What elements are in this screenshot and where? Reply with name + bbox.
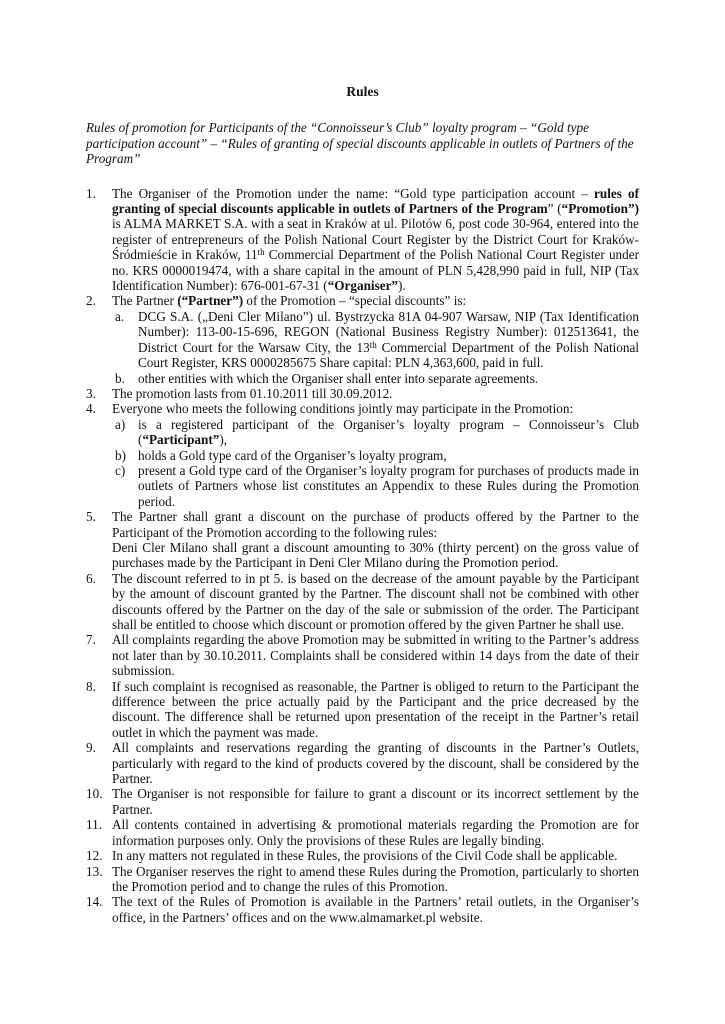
rule-item-8: 8. If such complaint is recognised as reasonable, the Partner is obliged to return to the Participant the difference between the price actually paid by the Participant and the price decreased by the discount. The difference shall be returned upon presentation of the receipt in the Partner’s retail outlet in which the payment was made. — [86, 678, 639, 740]
page-title: Rules — [346, 84, 379, 99]
rule-number: 6. — [86, 570, 96, 586]
rule-item-13: 13. The Organiser reserves the right to amend these Rules during the Promotion, particularly to shorten the Promotion period and to change the rules of this Promotion. — [86, 863, 639, 894]
partner-item-b: b. other entities with which the Organiser shall enter into separate agreements. — [115, 370, 539, 386]
rule-item-14: 14. The text of the Rules of Promotion is available in the Partners’ retail outlets, in the Organiser’s office, in the Partners’ offices and on the www.almamarket.pl website. — [86, 894, 639, 925]
rule-number: 2. — [86, 293, 96, 309]
rule-item-10: 10. The Organiser is not responsible for failure to grant a discount or its incorrect settlement by the Partner. — [86, 786, 639, 817]
rule-number: 8. — [86, 678, 96, 694]
rule-item-3: 3. The promotion lasts from 01.10.2011 till 30.09.2012. — [86, 385, 393, 401]
sub-marker: a) — [115, 416, 126, 432]
partner-item-a: a. DCG S.A. („Deni Cler Milano”) ul. Bystrzycka 81A 04-907 Warsaw, NIP (Tax Identification Number): 113-00-15-696, REGON (National Business Registry Number): 012513641, the District Court for the Warsaw City, the 13th Commercial Department of the Polish National Court Register, KRS 0000285675 Share capital: PLN 4,363,600, paid in full. — [115, 308, 639, 371]
sub-marker: c) — [115, 462, 126, 478]
conditions-list — [112, 417, 639, 509]
rule-item-7: 7. All complaints regarding the above Promotion may be submitted in writing to the Partner’s address not later than by 30.10.2011. Complaints shall be considered within 14 days from the date of their submission. — [86, 632, 639, 679]
condition-item-c: c) present a Gold type card of the Organiser’s loyalty program for purchases of products made in outlets of Partners whose list constitutes an Appendix to these Rules during the Promotion period. — [115, 462, 639, 509]
sub-marker: a. — [115, 308, 125, 324]
condition-item-a: a) is a registered participant of the Organiser’s loyalty program – Connoisseur’s Club (“Participant”), — [115, 416, 639, 448]
condition-item-b: b) holds a Gold type card of the Organiser’s loyalty program, — [115, 447, 447, 463]
rule-item-6: 6. The discount referred to in pt 5. is based on the decrease of the amount payable by the Participant by the amount of discount granted by the Partner. The discount shall not be combined with other discounts offered by the Partner on the day of the sale or submission of the order. The Participant shall be entitled to choose which discount or promotion offered by the given Partner he shall use. — [86, 570, 639, 632]
rules-list — [86, 186, 639, 926]
rule-number: 14. — [86, 894, 103, 910]
rule-item-4: 4. Everyone who meets the following conditions jointly may participate in the Promotion: a) is a registered participant of the Organiser’s loyalty program – Connoisseur’s Club (“Participant”), b) holds a Gold type card of the Organiser’s loyalty program, c) present a Gold type card of the Organiser’s loyalty program for purchases of products made in outlets of Partners whose list constitutes an Appendix to these Rules during the Promotion period. — [86, 401, 639, 509]
rule-number: 13. — [86, 863, 103, 879]
rule-number: 4. — [86, 401, 96, 417]
rule-number: 3. — [86, 385, 96, 401]
document-subtitle: Rules of promotion for Participants of the “Connoisseur’s Club” loyalty program – “Gold type participation account” – “Rules of granting of special discounts applicable in outlets of Partners of the Program” — [86, 120, 634, 167]
rule-number: 11. — [86, 817, 102, 833]
rule-item-12: 12. In any matters not regulated in these Rules, the provisions of the Civil Code shall be applicable. — [86, 848, 618, 864]
sub-marker: b) — [115, 447, 126, 463]
partner-list — [112, 309, 639, 386]
sub-marker: b. — [115, 370, 125, 386]
rule-number: 7. — [86, 632, 96, 648]
discount-rule: Deni Cler Milano shall grant a discount amounting to 30% (thirty percent) on the gross value of purchases made by the Participant in Deni Cler Milano during the Promotion period. — [112, 539, 639, 571]
rule-item-2: 2. The Partner (“Partner”) of the Promotion – “special discounts” is: a. DCG S.A. („Deni Cler Milano”) ul. Bystrzycka 81A 04-907 Warsaw, NIP (Tax Identification Number): 113-00-15-696, REGON (National Business Registry Number): 012513641, the District Court for the Warsaw City, the 13th Commercial Department of the Polish National Court Register, KRS 0000285675 Share capital: PLN 4,363,600, paid in full. b. other entities with which the Organiser shall enter into separate agreements. — [86, 293, 639, 386]
rule-number: 9. — [86, 740, 96, 756]
rule-item-5: 5. The Partner shall grant a discount on the purchase of products offered by the Partner to the Participant of the Promotion according to the following rules: Deni Cler Milano shall grant a discount amounting to 30% (thirty percent) on the gross value of purchases made by the Participant in Deni Cler Milano during the Promotion period. — [86, 509, 639, 571]
rule-number: 12. — [86, 848, 103, 864]
rule-number: 10. — [86, 786, 103, 802]
rule-number: 1. — [86, 185, 96, 201]
rule-item-1: 1. The Organiser of the Promotion under the name: “Gold type participation account – rules of granting of special discounts applicable in outlets of Partners of the Program” (“Promotion”) is ALMA MARKET S.A. with a seat in Kraków at ul. Pilotów 6, post code 30-964, entered into the register of entrepreneurs of the Polish National Court Register by the District Court for Kraków-Śródmieście in Kraków, 11th Commercial Department of the Polish National Court Register under no. KRS 0000019474, with a share capital in the amount of PLN 5,428,990 paid in full, NIP (Tax Identification Number): 676-001-67-31 (“Organiser”). — [86, 185, 639, 294]
rule-number: 5. — [86, 509, 96, 525]
rule-item-9: 9. All complaints and reservations regarding the granting of discounts in the Partner’s Outlets, particularly with regard to the kind of products covered by the discount, shall be considered by the Partner. — [86, 740, 639, 787]
rule-item-11: 11. All contents contained in advertising & promotional materials regarding the Promotion are for information purposes only. Only the provisions of these Rules are legally binding. — [86, 817, 639, 848]
